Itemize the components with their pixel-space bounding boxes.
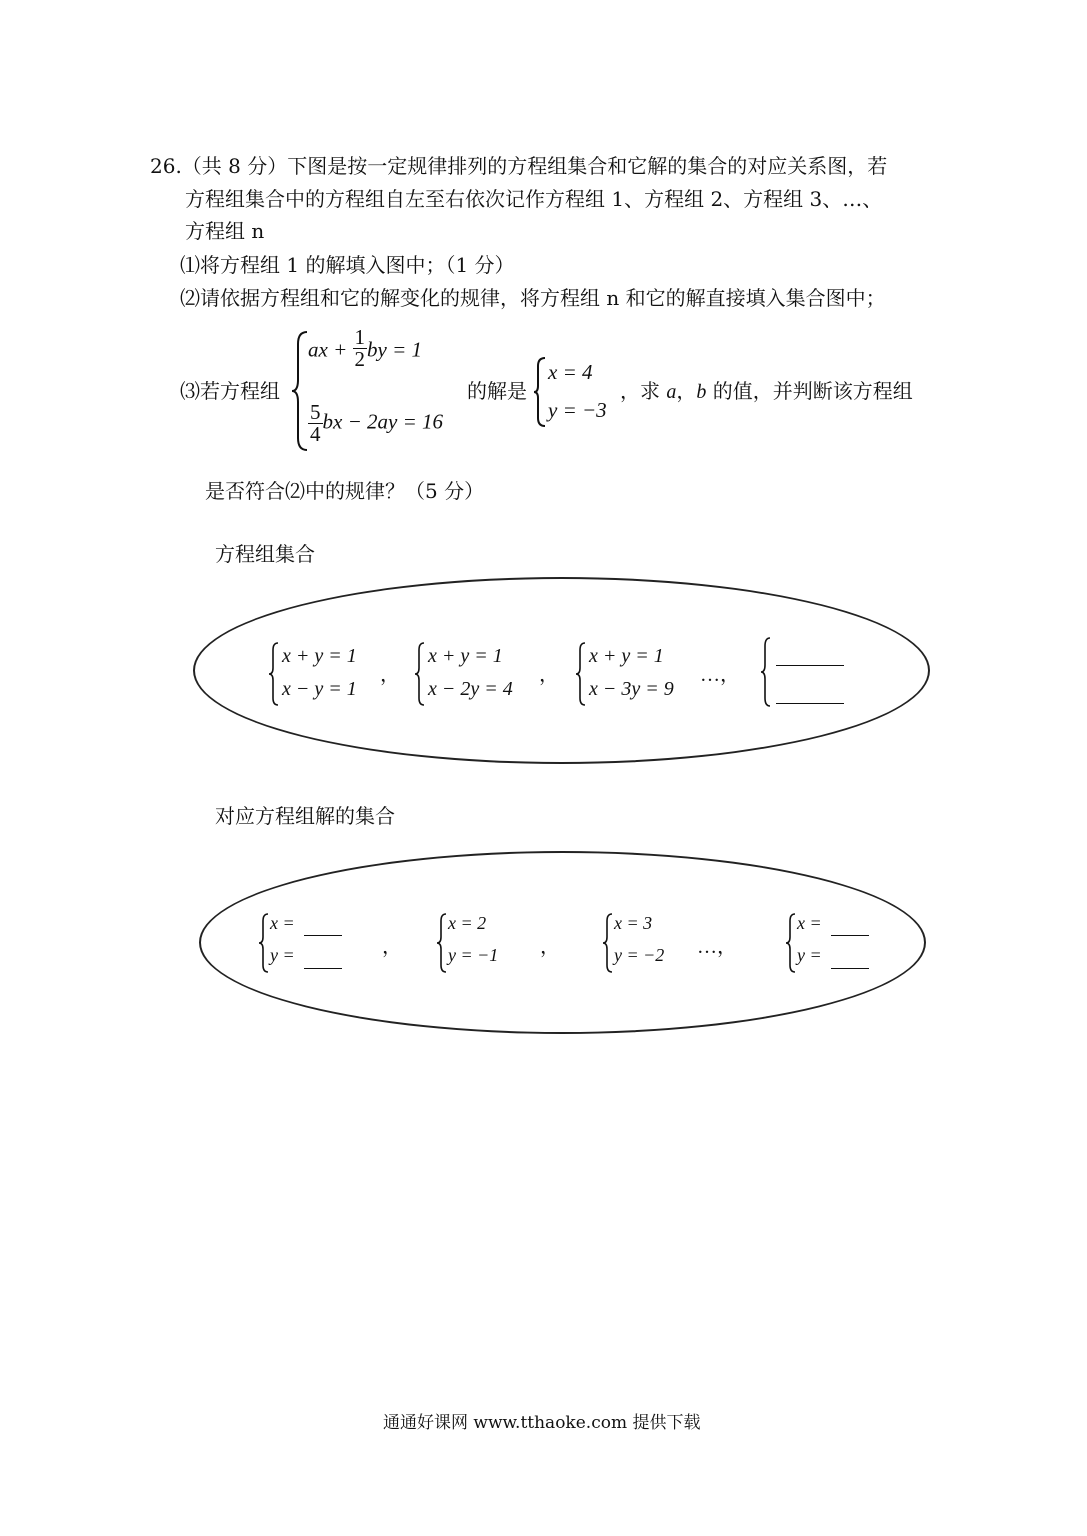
question-line-2: 方程组集合中的方程组自左至右依次记作方程组 1、方程组 2、方程组 3、…、	[185, 187, 883, 211]
left-brace-icon	[268, 641, 280, 707]
part-3-suffix-a: ，求	[620, 379, 660, 403]
var-a: a	[666, 381, 677, 403]
set2-label: 对应方程组解的集合	[215, 804, 395, 828]
part-1: ⑴将方程组 1 的解填入图中；（1 分）	[180, 253, 515, 277]
set1-comma: ，	[539, 664, 559, 686]
system-n-eq1-blank[interactable]	[776, 665, 844, 666]
set2-comma: ，	[382, 936, 402, 958]
set2-last-x: x =	[797, 913, 822, 933]
set1-system-1-eq1: x + y = 1	[282, 645, 357, 667]
set1-system-1-eq2: x − y = 1	[282, 678, 357, 700]
set2-last-y: y =	[797, 945, 822, 965]
solution-n-x-blank[interactable]	[831, 935, 869, 936]
set1-system-2-eq1: x + y = 1	[428, 645, 503, 667]
part-3-suffix	[620, 375, 913, 408]
system-eq2-post: bx − 2ay = 16	[322, 409, 443, 434]
solution-set-ellipse	[199, 851, 926, 1034]
left-brace-icon	[532, 356, 548, 428]
set1-comma: ，	[380, 664, 400, 686]
system-eq1-pre: ax +	[308, 337, 353, 362]
left-brace-icon	[575, 641, 587, 707]
set2-solution-3-y: y = −2	[614, 945, 665, 965]
set1-ellipsis: …，	[700, 664, 740, 686]
var-b: b	[696, 381, 707, 403]
part-3-prefix: ⑶若方程组	[180, 379, 280, 403]
set1-label: 方程组集合	[215, 542, 315, 566]
system-eq1-frac-num: 1	[354, 325, 365, 349]
question-line-1: 26.（共 8 分）下图是按一定规律排列的方程组集合和它解的集合的对应关系图，若	[150, 154, 888, 178]
part-2: ⑵请依据方程组和它的解变化的规律，将方程组 n 和它的解直接填入集合图中；	[180, 286, 886, 310]
set1-system-3-eq1: x + y = 1	[589, 645, 664, 667]
left-brace-icon	[258, 912, 270, 974]
set1-system-3-eq2: x − 3y = 9	[589, 678, 674, 700]
solution-y: y = −3	[548, 398, 607, 422]
set2-comma: ，	[540, 936, 560, 958]
set2-solution-2-x: x = 2	[448, 913, 487, 933]
set2-solution-2-y: y = −1	[448, 945, 499, 965]
footer-text: 通通好课网 www.tthaoke.com 提供下载	[383, 1413, 701, 1433]
set2-first-x: x =	[270, 913, 295, 933]
left-brace-icon	[602, 912, 614, 974]
part-3-line-2: 是否符合⑵中的规律？（5 分）	[205, 479, 485, 503]
left-brace-icon	[785, 912, 797, 974]
solution-1-y-blank[interactable]	[304, 968, 342, 969]
part-3-suffix-b: 的值，并判断该方程组	[712, 379, 913, 403]
system-equation-2	[308, 402, 443, 445]
part-3-mid: 的解是	[467, 379, 527, 403]
set1-system-2-eq2: x − 2y = 4	[428, 678, 513, 700]
left-brace-icon	[414, 641, 426, 707]
part-3-sep: ，	[676, 379, 697, 403]
left-brace-icon	[290, 330, 310, 452]
set2-ellipsis: …，	[697, 936, 737, 958]
solution-x: x = 4	[548, 360, 593, 384]
equation-set-ellipse	[193, 577, 930, 764]
system-eq2-frac-num: 5	[310, 400, 321, 424]
system-equation-1	[308, 325, 422, 371]
system-n-eq2-blank[interactable]	[776, 703, 844, 704]
set2-first-y: y =	[270, 945, 295, 965]
solution-n-y-blank[interactable]	[831, 968, 869, 969]
left-brace-icon	[760, 636, 772, 708]
system-eq1-frac-den: 2	[354, 347, 365, 371]
question-line-3: 方程组 n	[185, 219, 265, 243]
system-eq2-frac-den: 4	[310, 422, 321, 446]
system-eq1-post: by = 1	[367, 337, 422, 362]
set2-solution-3-x: x = 3	[614, 913, 653, 933]
left-brace-icon	[436, 912, 448, 974]
solution-1-x-blank[interactable]	[304, 935, 342, 936]
